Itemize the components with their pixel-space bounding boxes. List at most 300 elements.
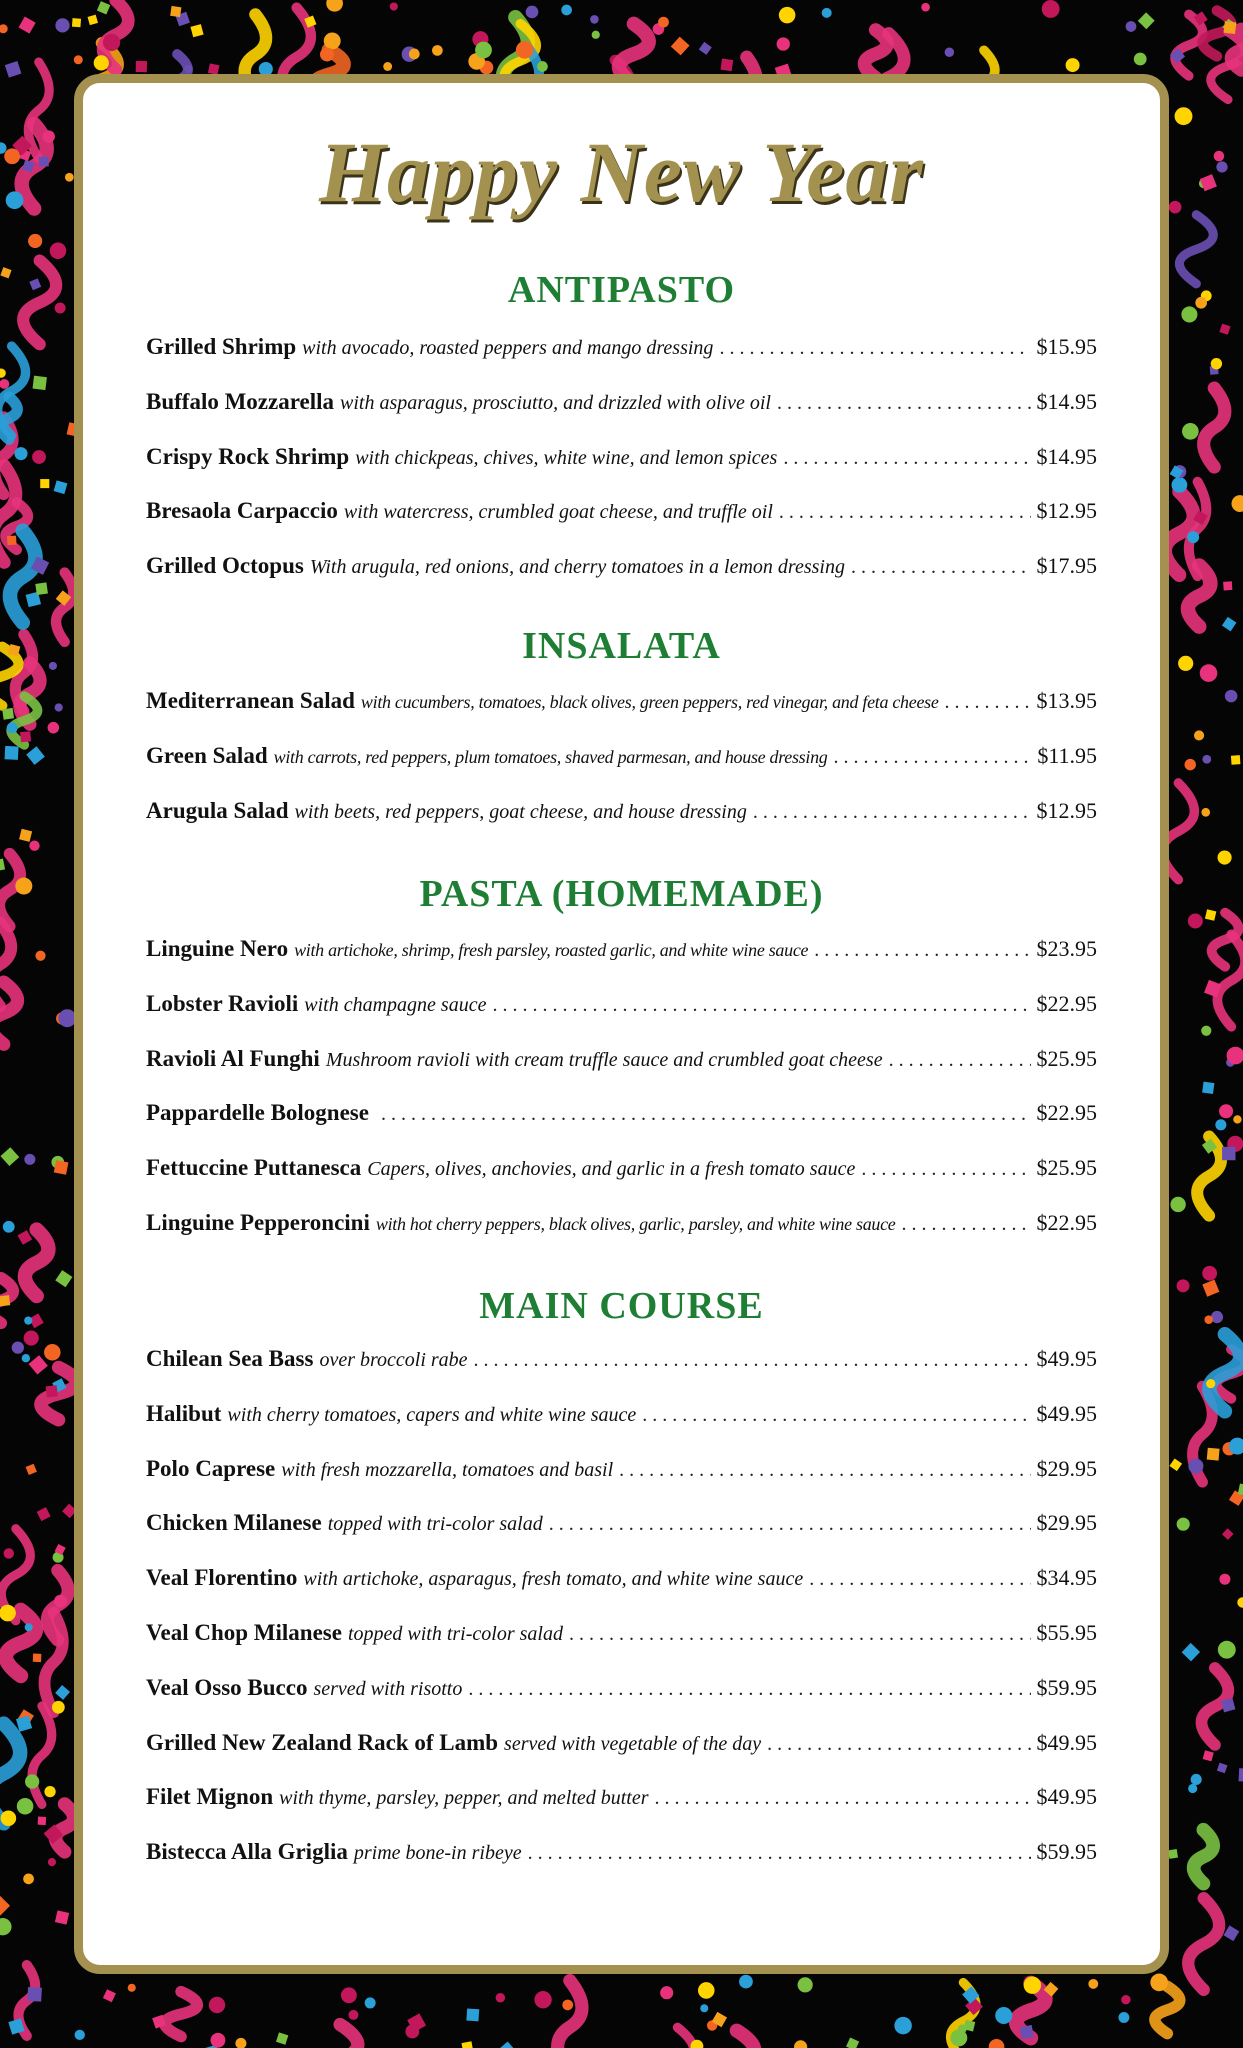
confetti-square bbox=[5, 746, 19, 760]
confetti-square bbox=[54, 1160, 69, 1175]
confetti-square bbox=[54, 480, 68, 494]
confetti-square bbox=[1169, 1458, 1182, 1471]
menu-item bbox=[146, 498, 1097, 534]
menu-item bbox=[146, 798, 1097, 834]
confetti-square bbox=[7, 536, 17, 546]
confetti-square bbox=[699, 42, 712, 55]
confetti-dot bbox=[562, 2000, 573, 2011]
dot-leader bbox=[468, 1678, 1030, 1701]
confetti-dot bbox=[1042, 0, 1060, 18]
item-price: $22.95 bbox=[1036, 1210, 1097, 1235]
dot-leader bbox=[889, 1049, 1031, 1072]
confetti-dot bbox=[22, 1354, 30, 1362]
menu-item bbox=[146, 334, 1097, 370]
confetti-square bbox=[27, 1987, 42, 2002]
item-price: $25.95 bbox=[1036, 1045, 1097, 1071]
menu-item bbox=[146, 688, 1097, 724]
dot-leader bbox=[753, 801, 1031, 824]
item-description: with cucumbers, tomatoes, black olives, green peppers, red vinegar, and feta cheese bbox=[360, 692, 939, 712]
dot-leader bbox=[945, 691, 1031, 714]
confetti-square bbox=[72, 18, 81, 27]
confetti-dot bbox=[475, 42, 492, 59]
confetti-dot bbox=[1194, 730, 1204, 740]
confetti-dot bbox=[660, 1986, 673, 1999]
dot-leader bbox=[851, 556, 1031, 579]
confetti-dot bbox=[1150, 1974, 1168, 1992]
confetti-square bbox=[1224, 1925, 1240, 1941]
confetti-dot bbox=[0, 379, 9, 389]
confetti-dot bbox=[1170, 1197, 1185, 1212]
item-description: with chickpeas, chives, white wine, and lemon spices bbox=[355, 446, 778, 469]
item-name: Mediterranean Salad bbox=[146, 688, 355, 713]
confetti-dot bbox=[103, 34, 120, 51]
item-name: Fettuccine Puttanesca bbox=[146, 1155, 362, 1181]
confetti-dot bbox=[52, 1701, 65, 1714]
item-name: Bresaola Carpaccio bbox=[146, 498, 338, 524]
confetti-dot bbox=[1233, 1115, 1241, 1123]
ribbon bbox=[558, 1981, 582, 2048]
ribbon bbox=[1155, 1986, 1180, 2033]
confetti-square bbox=[1223, 581, 1232, 590]
confetti-dot bbox=[1121, 1995, 1130, 2004]
confetti-dot bbox=[1202, 755, 1211, 764]
confetti-dot bbox=[822, 8, 832, 18]
confetti-dot bbox=[1177, 1518, 1190, 1531]
dot-leader bbox=[619, 1459, 1030, 1482]
confetti-dot bbox=[1219, 1104, 1233, 1118]
item-price: $14.95 bbox=[1036, 388, 1097, 414]
item-name: Polo Caprese bbox=[146, 1455, 276, 1481]
item-description: with asparagus, prosciutto, and drizzled with olive oil bbox=[340, 391, 771, 414]
confetti-dot bbox=[1201, 808, 1210, 817]
item-description: with avocado, roasted peppers and mango dressing bbox=[302, 337, 714, 359]
confetti-dot bbox=[798, 1977, 813, 1992]
confetti-square bbox=[40, 479, 49, 488]
item-price: $49.95 bbox=[1036, 1784, 1097, 1810]
confetti-dot bbox=[44, 1786, 55, 1797]
item-price: $49.95 bbox=[1036, 1346, 1097, 1371]
dot-leader bbox=[655, 1787, 1031, 1810]
confetti-dot bbox=[25, 1623, 33, 1631]
dot-leader bbox=[767, 1733, 1030, 1756]
confetti-dot bbox=[1188, 1784, 1197, 1793]
confetti-dot bbox=[44, 1344, 61, 1361]
item-description: served with risotto bbox=[313, 1677, 463, 1700]
item-description: Capers, olives, anchovies, and garlic in a fresh tomato sauce bbox=[367, 1158, 856, 1181]
dot-leader bbox=[528, 1842, 1031, 1865]
item-description: with beets, red peppers, goat cheese, and house dressing bbox=[294, 800, 747, 823]
confetti-square bbox=[1239, 1768, 1243, 1782]
confetti-dot bbox=[590, 15, 599, 24]
confetti-dot bbox=[1066, 58, 1080, 72]
item-price: $22.95 bbox=[1036, 1100, 1097, 1126]
ribbon bbox=[1188, 1898, 1219, 1990]
confetti-dot bbox=[0, 1918, 12, 1935]
confetti-square bbox=[1168, 1849, 1178, 1859]
confetti-square bbox=[1224, 21, 1237, 34]
confetti-square bbox=[720, 59, 733, 72]
confetti-dot bbox=[779, 7, 796, 24]
item-price: $34.95 bbox=[1036, 1565, 1097, 1591]
confetti-square bbox=[32, 376, 46, 390]
confetti-dot bbox=[534, 1991, 551, 2008]
confetti-dot bbox=[1191, 1774, 1202, 1785]
ribbon bbox=[0, 982, 18, 1044]
item-description: Mushroom ravioli with cream truffle sauce and crumbled goat cheese bbox=[325, 1048, 883, 1071]
confetti-dot bbox=[0, 369, 6, 378]
dot-leader bbox=[777, 392, 1031, 415]
item-price: $49.95 bbox=[1036, 1729, 1097, 1755]
item-price: $23.95 bbox=[1036, 936, 1097, 961]
dot-leader bbox=[549, 1513, 1031, 1536]
confetti-dot bbox=[55, 18, 69, 32]
confetti-dot bbox=[24, 1331, 39, 1346]
confetti-dot bbox=[592, 31, 600, 39]
confetti-dot bbox=[658, 17, 669, 28]
confetti-square bbox=[671, 37, 690, 56]
confetti-square bbox=[5, 61, 22, 78]
item-name: Buffalo Mozzarella bbox=[146, 388, 334, 414]
confetti-dot bbox=[1232, 495, 1243, 512]
dot-leader bbox=[474, 1349, 1031, 1372]
dot-leader bbox=[642, 1404, 1030, 1427]
item-description: with watercress, crumbled goat cheese, and truffle oil bbox=[343, 501, 773, 524]
confetti-square bbox=[1203, 1750, 1214, 1761]
confetti-dot bbox=[348, 2010, 358, 2020]
confetti-dot bbox=[7, 722, 18, 733]
confetti-square bbox=[46, 1385, 58, 1397]
item-description: with carrots, red peppers, plum tomatoes, shaved parmesan, and house dressing bbox=[273, 746, 828, 767]
confetti-square bbox=[1020, 2025, 1034, 2039]
confetti-square bbox=[136, 61, 147, 72]
confetti-dot bbox=[0, 24, 8, 33]
menu-item bbox=[146, 553, 1097, 589]
confetti-square bbox=[26, 746, 45, 765]
menu-item bbox=[146, 1839, 1097, 1875]
confetti-square bbox=[88, 15, 98, 25]
item-description: with artichoke, shrimp, fresh parsley, roasted garlic, and white wine sauce bbox=[294, 940, 809, 960]
confetti-dot bbox=[1218, 850, 1232, 864]
item-price: $13.95 bbox=[1036, 688, 1097, 713]
ribbon bbox=[1194, 1830, 1214, 1884]
confetti-square bbox=[29, 1355, 48, 1374]
confetti-square bbox=[37, 1507, 51, 1521]
confetti-square bbox=[1207, 1448, 1220, 1461]
confetti-dot bbox=[698, 1982, 715, 1999]
dot-leader bbox=[381, 1103, 1031, 1126]
item-name: Halibut bbox=[146, 1400, 222, 1426]
menu-item bbox=[146, 1730, 1097, 1766]
confetti-dot bbox=[1237, 1597, 1243, 1607]
confetti-square bbox=[0, 1147, 19, 1166]
confetti-dot bbox=[4, 1548, 14, 1558]
item-name: Filet Mignon bbox=[146, 1784, 274, 1810]
item-name: Chilean Sea Bass bbox=[146, 1346, 314, 1371]
confetti-square bbox=[33, 1654, 42, 1663]
confetti-dot bbox=[3, 1221, 15, 1233]
confetti-dot bbox=[14, 447, 27, 460]
item-price: $12.95 bbox=[1036, 797, 1097, 823]
confetti-square bbox=[1231, 755, 1241, 765]
item-price: $29.95 bbox=[1036, 1455, 1097, 1481]
confetti-dot bbox=[1211, 358, 1222, 369]
item-description: topped with tri-color salad bbox=[327, 1513, 543, 1536]
menu-item bbox=[146, 1784, 1097, 1820]
item-name: Veal Florentino bbox=[146, 1565, 298, 1591]
item-name: Arugula Salad bbox=[146, 797, 289, 823]
item-description: with thyme, parsley, pepper, and melted butter bbox=[279, 1787, 649, 1810]
confetti-dot bbox=[74, 55, 83, 64]
confetti-square bbox=[1222, 1147, 1235, 1160]
confetti-dot bbox=[700, 2004, 708, 2012]
confetti-dot bbox=[561, 5, 572, 16]
confetti-dot bbox=[28, 234, 42, 248]
confetti-dot bbox=[55, 703, 63, 711]
item-name: Grilled Octopus bbox=[146, 553, 304, 579]
section-heading: ANTIPASTO bbox=[507, 269, 736, 311]
section-heading: INSALATA bbox=[522, 625, 721, 667]
item-price: $55.95 bbox=[1036, 1620, 1097, 1645]
ribbon bbox=[661, 2027, 694, 2048]
confetti-dot bbox=[32, 450, 46, 464]
confetti-dot bbox=[432, 45, 443, 56]
item-description: with cherry tomatoes, capers and white wine sauce bbox=[227, 1403, 637, 1426]
confetti-square bbox=[55, 1910, 69, 1924]
item-description: served with vegetable of the day bbox=[504, 1732, 762, 1755]
confetti-square bbox=[846, 2037, 859, 2048]
item-name: Linguine Nero bbox=[146, 936, 289, 961]
item-price: $11.95 bbox=[1037, 742, 1097, 768]
item-description: with artichoke, asparagus, fresh tomato, and white wine sauce bbox=[303, 1568, 804, 1591]
confetti-dot bbox=[921, 3, 930, 12]
confetti-dot bbox=[0, 1605, 16, 1622]
confetti-square bbox=[466, 2008, 479, 2021]
confetti-square bbox=[1138, 12, 1155, 29]
section-heading: MAIN COURSE bbox=[479, 1285, 764, 1327]
confetti-square bbox=[461, 2041, 473, 2048]
menu-item bbox=[146, 991, 1097, 1027]
item-name: Ravioli Al Funghi bbox=[146, 1045, 320, 1071]
ribbon bbox=[1217, 934, 1243, 1026]
confetti-dot bbox=[1219, 1574, 1230, 1585]
confetti-dot bbox=[516, 41, 533, 58]
confetti-square bbox=[2, 708, 14, 720]
menu-item bbox=[146, 1046, 1097, 1082]
item-description: with champagne sauce bbox=[304, 993, 487, 1016]
confetti-dot bbox=[945, 47, 954, 56]
confetti-dot bbox=[320, 47, 334, 61]
confetti-square bbox=[38, 1817, 47, 1826]
confetti-dot bbox=[989, 2039, 1005, 2048]
item-description: prime bone-in ribeye bbox=[353, 1842, 522, 1865]
confetti-square bbox=[1182, 1643, 1200, 1661]
item-price: $59.95 bbox=[1036, 1839, 1097, 1865]
section-heading: PASTA (HOMEMADE) bbox=[419, 873, 824, 915]
ribbon bbox=[719, 2031, 754, 2048]
confetti-dot bbox=[1182, 423, 1199, 440]
confetti-dot bbox=[128, 1984, 136, 1992]
confetti-dot bbox=[35, 951, 45, 961]
menu-item bbox=[146, 1401, 1097, 1437]
confetti-square bbox=[276, 2032, 288, 2044]
confetti-dot bbox=[1118, 2012, 1129, 2023]
confetti-dot bbox=[739, 1975, 753, 1989]
item-name: Linguine Pepperoncini bbox=[146, 1210, 370, 1235]
confetti-square bbox=[19, 16, 36, 33]
dot-leader bbox=[834, 746, 1032, 769]
item-name: Lobster Ravioli bbox=[146, 990, 299, 1016]
confetti-dot bbox=[1172, 477, 1188, 493]
confetti-dot bbox=[12, 1341, 24, 1353]
confetti-square bbox=[26, 1464, 37, 1475]
confetti-dot bbox=[1188, 1459, 1203, 1474]
item-price: $12.95 bbox=[1036, 498, 1097, 524]
dot-leader bbox=[814, 939, 1030, 962]
confetti-square bbox=[1217, 1763, 1228, 1774]
menu-item bbox=[146, 743, 1097, 779]
menu-title: Happy New Year bbox=[319, 124, 924, 220]
menu-item bbox=[146, 1100, 1097, 1136]
menu-item bbox=[146, 1620, 1097, 1656]
item-name: Green Salad bbox=[146, 742, 268, 768]
confetti-dot bbox=[995, 2007, 1012, 2024]
menu-item bbox=[146, 389, 1097, 425]
confetti-dot bbox=[326, 0, 343, 12]
confetti-dot bbox=[496, 1993, 505, 2002]
dot-leader bbox=[901, 1213, 1030, 1236]
confetti-square bbox=[170, 6, 181, 17]
dot-leader bbox=[861, 1158, 1030, 1181]
menu-item bbox=[146, 936, 1097, 972]
confetti-square bbox=[55, 1685, 70, 1700]
menu-item bbox=[146, 1510, 1097, 1546]
dot-leader bbox=[809, 1568, 1030, 1591]
confetti-square bbox=[97, 1, 110, 14]
item-name: Veal Osso Bucco bbox=[146, 1674, 308, 1700]
dot-leader bbox=[779, 501, 1031, 524]
item-name: Grilled New Zealand Rack of Lamb bbox=[146, 1729, 499, 1755]
confetti-dot bbox=[409, 49, 420, 60]
dot-leader bbox=[783, 447, 1030, 470]
confetti-square bbox=[17, 1230, 32, 1245]
menu-item bbox=[146, 1565, 1097, 1601]
item-price: $17.95 bbox=[1036, 553, 1097, 579]
item-name: Bistecca Alla Griglia bbox=[146, 1839, 348, 1865]
menu-item bbox=[146, 1456, 1097, 1492]
confetti-dot bbox=[29, 841, 39, 851]
ribbon bbox=[1204, 388, 1225, 467]
item-name: Pappardelle Bolognese bbox=[146, 1100, 369, 1126]
confetti-dot bbox=[1202, 1266, 1217, 1281]
confetti-dot bbox=[23, 1874, 34, 1885]
dot-leader bbox=[719, 337, 1030, 360]
confetti-square bbox=[35, 582, 48, 595]
item-description: with hot cherry peppers, black olives, garlic, parsley, and white wine sauce bbox=[375, 1214, 896, 1234]
ribbon bbox=[165, 1992, 198, 2037]
item-price: $15.95 bbox=[1036, 334, 1097, 359]
confetti-square bbox=[1219, 324, 1230, 335]
item-price: $29.95 bbox=[1036, 1510, 1097, 1536]
confetti-square bbox=[1222, 1528, 1234, 1540]
confetti-dot bbox=[794, 2040, 807, 2048]
item-price: $14.95 bbox=[1036, 443, 1097, 469]
confetti-dot bbox=[17, 1798, 34, 1815]
confetti-dot bbox=[390, 2, 398, 10]
confetti-square bbox=[20, 731, 31, 742]
confetti-dot bbox=[1024, 1976, 1041, 1993]
confetti-dot bbox=[324, 32, 341, 49]
item-name: Veal Chop Milanese bbox=[146, 1620, 342, 1645]
confetti-square bbox=[103, 1989, 116, 2002]
confetti-square bbox=[19, 829, 32, 842]
dot-leader bbox=[492, 994, 1030, 1017]
menu-item bbox=[146, 444, 1097, 480]
menu-item bbox=[146, 1155, 1097, 1191]
confetti-dot bbox=[365, 1997, 376, 2008]
confetti-dot bbox=[48, 722, 60, 734]
item-description: over broccoli rabe bbox=[319, 1349, 468, 1371]
confetti-dot bbox=[1218, 1641, 1236, 1659]
confetti-square bbox=[498, 2041, 517, 2048]
confetti-square bbox=[190, 24, 203, 37]
confetti-dot bbox=[1134, 53, 1147, 66]
item-price: $25.95 bbox=[1036, 1155, 1097, 1181]
confetti-dot bbox=[75, 2030, 85, 2040]
item-name: Crispy Rock Shrimp bbox=[146, 443, 350, 469]
confetti-square bbox=[1202, 1082, 1214, 1094]
confetti-dot bbox=[94, 55, 109, 70]
confetti-dot bbox=[24, 1154, 35, 1165]
confetti-dot bbox=[1206, 1379, 1215, 1388]
confetti-dot bbox=[1126, 21, 1137, 32]
confetti-dot bbox=[25, 1774, 39, 1788]
ribbon bbox=[322, 2024, 358, 2048]
ribbon bbox=[1211, 32, 1243, 100]
item-description: topped with tri-color salad bbox=[347, 1623, 563, 1645]
confetti-dot bbox=[341, 1987, 357, 2003]
confetti-dot bbox=[1225, 690, 1237, 702]
confetti-dot bbox=[48, 1858, 56, 1866]
confetti-square bbox=[0, 1896, 10, 1916]
menu-item bbox=[146, 1210, 1097, 1246]
menu-item bbox=[146, 1346, 1097, 1382]
confetti-dot bbox=[1187, 531, 1199, 543]
confetti-dot bbox=[958, 2024, 967, 2033]
item-price: $59.95 bbox=[1036, 1674, 1097, 1700]
item-price: $49.95 bbox=[1036, 1400, 1097, 1426]
item-description: with fresh mozzarella, tomatoes and basil bbox=[281, 1458, 614, 1481]
item-price: $22.95 bbox=[1036, 990, 1097, 1016]
dot-leader bbox=[569, 1623, 1031, 1646]
ribbon bbox=[56, 1804, 74, 1852]
confetti-dot bbox=[526, 6, 539, 19]
confetti-dot bbox=[777, 37, 790, 50]
confetti-dot bbox=[1215, 1119, 1226, 1130]
confetti-dot bbox=[184, 65, 192, 73]
confetti-dot bbox=[209, 1997, 225, 2013]
item-description: With arugula, red onions, and cherry tomatoes in a lemon dressing bbox=[309, 556, 845, 579]
confetti-dot bbox=[235, 2038, 246, 2048]
menu-item bbox=[146, 1675, 1097, 1711]
ribbon bbox=[41, 1367, 77, 1419]
confetti-dot bbox=[1184, 759, 1195, 770]
item-name: Grilled Shrimp bbox=[146, 334, 297, 359]
item-name: Chicken Milanese bbox=[146, 1510, 322, 1536]
confetti-dot bbox=[1201, 1026, 1211, 1036]
confetti-dot bbox=[211, 2033, 226, 2048]
confetti-dot bbox=[383, 62, 392, 71]
confetti-dot bbox=[54, 1595, 67, 1608]
